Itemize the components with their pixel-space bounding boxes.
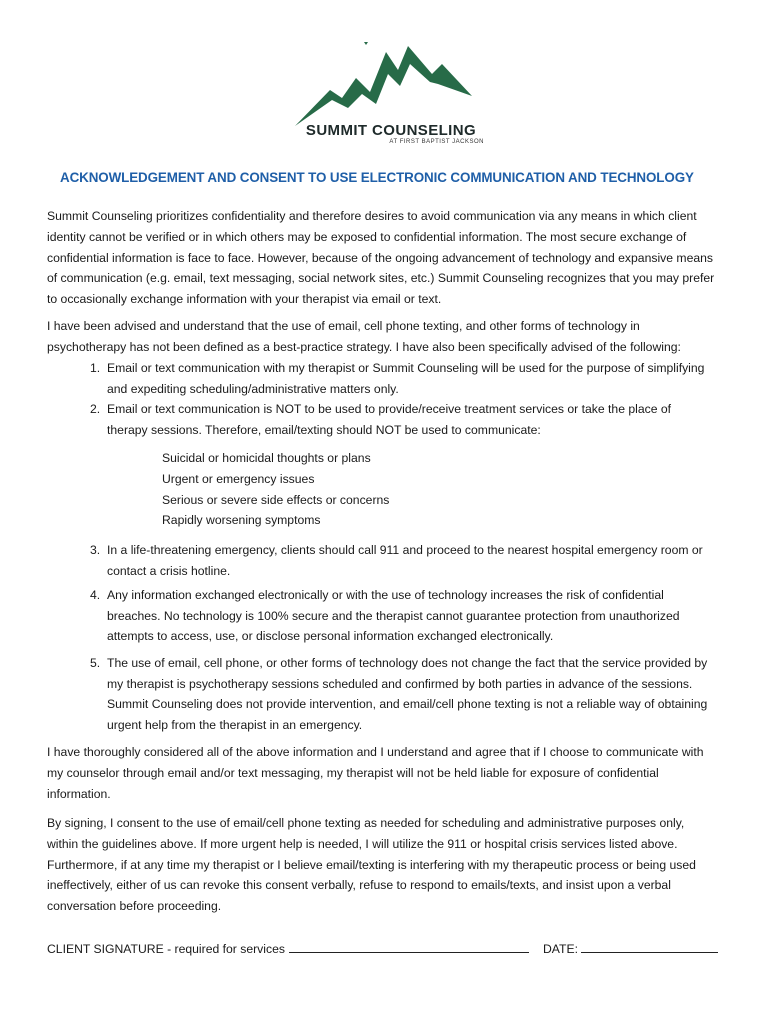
list-item-text: In a life-threatening emergency, clients should call 911 and proceed to the nearest hospital emergency room or contact a crisis hotline. — [107, 543, 703, 578]
sub-list-item: Urgent or emergency issues — [162, 471, 315, 486]
list-item — [90, 358, 710, 399]
advised-paragraph: I have been advised and understand that the use of email, cell phone texting, and other forms of technology in psychotherapy has not been defined as a best-practice strategy. I have also been specifically advised of the following: — [47, 319, 681, 354]
list-item — [90, 540, 710, 581]
document-title: ACKNOWLEDGEMENT AND CONSENT TO USE ELECTRONIC COMMUNICATION AND TECHNOLOGY — [60, 170, 694, 185]
list-item-text: Email or text communication is NOT to be used to provide/receive treatment services or take the place of therapy sessions. Therefore, email/texting should NOT be used to communicate: — [107, 402, 672, 437]
acknowledgement-list-d — [90, 653, 710, 735]
do-not-communicate-list — [162, 448, 482, 531]
list-item-text: Any information exchanged electronically or with the use of technology increases the risk of confidential breaches. No technology is 100% secure and the therapist cannot guarantee protection from unauthorized attempts to access, use, or disclose personal information exchanged electronically. — [107, 588, 680, 644]
logo-name: SUMMIT COUNSELING — [305, 122, 477, 139]
signing-paragraph: By signing, I consent to the use of email/cell phone texting as needed for scheduling and administrative purposes only, within the guidelines above. If more urgent help is needed, I will utilize the 911 or hospital crisis services listed above. Furthermore, if at any time my therapist or I believe email/texting is interfering with my therapeutic process or being used ineffectively, either of us can revoke this consent verbally, refuse to respond to emails/texts, and insist upon a verbal conversation before proceeding. — [47, 816, 696, 914]
intro-paragraph: Summit Counseling prioritizes confidentiality and therefore desires to avoid communication via any means in which client identity cannot be verified or in which others may be exposed to confidential information. The most secure exchange of confidential information is face to face. However, because of the ongoing advancement of technology and expansive means of communication (e.g. email, text messaging, social network sites, etc.) Summit Counseling recognizes that you may prefer to occasionally exchange information with your therapist via email or text. — [47, 209, 715, 307]
sub-list-item: Rapidly worsening symptoms — [162, 513, 321, 528]
list-item-number: 5. — [90, 656, 101, 670]
sub-list-item: Suicidal or homicidal thoughts or plans — [162, 451, 371, 465]
list-item-number: 2. — [90, 402, 101, 417]
list-item-number: 3. — [90, 543, 101, 557]
date-line[interactable] — [581, 940, 718, 953]
list-item-number: 4. — [90, 588, 101, 602]
considered-paragraph: I have thoroughly considered all of the above information and I understand and agree that if I choose to communicate with my counselor through email and/or text messaging, my therapist will not be held liable for exposure of confidential information. — [47, 745, 704, 801]
acknowledgement-list-a — [90, 358, 710, 440]
mountain-icon — [290, 38, 490, 128]
signature-row — [47, 939, 727, 959]
sub-list-item: Serious or severe side effects or concerns — [162, 492, 390, 507]
list-item-text: The use of email, cell phone, or other forms of technology does not change the fact that the service provided by my therapist is psychotherapy sessions scheduled and confirmed by both parties in advance of the sessions. Summit Counseling does not provide intervention, and email/cell phone texting is not a reliable way of obtaining urgent help from the therapist in an emergency. — [107, 656, 708, 732]
acknowledgement-list-b — [90, 540, 710, 581]
list-item — [90, 653, 710, 735]
list-item — [90, 585, 710, 647]
list-item-number: 1. — [90, 361, 101, 375]
list-item — [90, 399, 710, 440]
logo-subtitle: AT FIRST BAPTIST JACKSON — [389, 139, 484, 145]
date-label: DATE: — [543, 942, 578, 956]
list-item-text: Email or text communication with my therapist or Summit Counseling will be used for the purpose of simplifying and expediting scheduling/administrative matters only. — [107, 361, 705, 396]
summit-counseling-logo — [290, 38, 490, 150]
client-signature-label: CLIENT SIGNATURE - required for services — [47, 942, 285, 956]
acknowledgement-list-c — [90, 585, 710, 647]
client-signature-line[interactable] — [289, 940, 529, 953]
